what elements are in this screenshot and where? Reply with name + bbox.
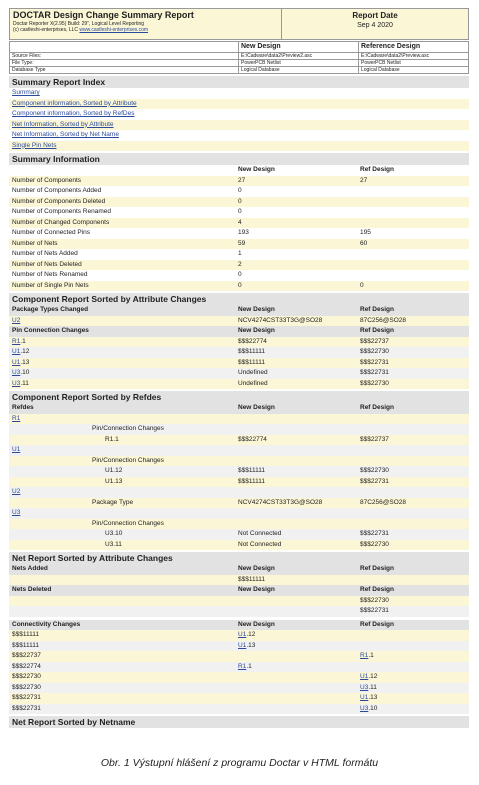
package-ref: 87C256@SO28: [360, 316, 406, 324]
pin-suffix: .10: [20, 369, 30, 376]
refdes-new: [238, 508, 360, 519]
refdes-detail: Pin/Connection Changes: [92, 425, 164, 432]
summary-new-value: 0: [238, 281, 242, 289]
net-deleted-row-new: [238, 596, 360, 607]
meta-ref: PowerPCB Netlist: [359, 60, 469, 67]
meta-new: PowerPCB Netlist: [239, 60, 359, 67]
summary-header-ref: Ref Design: [360, 166, 394, 173]
refdes-ref: 87C256@SO28: [360, 498, 406, 506]
net-attr-section-title: Net Report Sorted by Attribute Changes: [9, 552, 469, 564]
refdes-link[interactable]: U3: [12, 379, 21, 387]
refdes-link[interactable]: U1: [12, 348, 21, 355]
pin-refdes: [12, 379, 238, 390]
summary-label: Number of Components: [12, 176, 82, 184]
pin-new-net: Undefined: [238, 369, 268, 376]
summary-new-value: 59: [238, 239, 246, 247]
meta-header-ref: Reference Design: [359, 42, 469, 53]
summary-header-blank: [12, 165, 238, 176]
refdes-row: [9, 487, 469, 498]
refdes-detail: U3.10: [105, 530, 123, 537]
refdes-new: [238, 519, 360, 530]
package-changes-header: [9, 305, 469, 316]
refdes-row: [9, 508, 469, 519]
index-link[interactable]: Summary: [12, 89, 40, 96]
connectivity-ref: [360, 641, 469, 652]
summary-label: Number of Single Pin Nets: [12, 281, 89, 289]
refdes-ref: [360, 445, 469, 456]
report-title: DOCTAR Design Change Summary Report: [13, 10, 194, 20]
refdes-row: [9, 477, 469, 488]
pin-suffix: .10: [368, 704, 378, 712]
net-name: $$$22730: [12, 673, 41, 680]
refdes-ref: [360, 508, 469, 519]
summary-new-value: 0: [238, 197, 242, 205]
summary-ref-value: [360, 218, 469, 229]
refdes-ref: $$$22730: [360, 540, 389, 548]
meta-header-new: New Design: [239, 42, 359, 53]
connectivity-ref: [360, 672, 469, 683]
index-link[interactable]: Single Pin Nets: [9, 141, 469, 152]
connectivity-new: [238, 672, 360, 683]
net-deleted-row: [9, 606, 469, 617]
refdes-row: [9, 466, 469, 477]
meta-new: E:\Cadware\data2\Preview2.asc: [239, 53, 359, 60]
refdes-cell: [12, 445, 238, 456]
refdes-ref: $$$22730: [360, 467, 389, 474]
summary-label: Number of Components Renamed: [12, 208, 111, 215]
summary-new-value: 0: [238, 208, 242, 215]
summary-new-value: 0: [238, 271, 242, 278]
refdes-detail: Pin/Connection Changes: [92, 456, 164, 464]
meta-label: Source Files:: [10, 53, 239, 60]
package-change-row: [9, 316, 469, 327]
pin-suffix: .13: [20, 358, 30, 366]
connectivity-ref: [360, 693, 469, 704]
refdes-new: [238, 424, 360, 435]
connectivity-row: [9, 630, 469, 641]
meta-row: [10, 53, 469, 60]
pin-suffix: .1: [246, 662, 252, 670]
connectivity-row: [9, 683, 469, 694]
net-deleted-row-blank: [12, 606, 238, 617]
refdes-detail: U3.11: [105, 540, 122, 548]
summary-header-new: New Design: [238, 166, 275, 173]
pin-suffix: .12: [368, 673, 378, 680]
index-list: [9, 88, 469, 151]
refdes-header-new: New Design: [238, 404, 275, 411]
nets-added-header: [9, 564, 469, 575]
refdes-ref: [360, 424, 469, 435]
connectivity-ref: [360, 630, 469, 641]
summary-new-value: 27: [238, 176, 246, 184]
summary-table: [9, 176, 469, 292]
net-added-row-blank: [12, 575, 238, 586]
report-copyright: [13, 27, 278, 33]
summary-label: Number of Components Deleted: [12, 197, 106, 205]
refdes-link[interactable]: U1: [360, 694, 369, 701]
summary-row: [9, 207, 469, 218]
summary-row: [9, 176, 469, 187]
connectivity-ref: [360, 683, 469, 694]
pin-ref-net: $$$22731: [360, 369, 389, 376]
refdes-cell: [12, 508, 238, 519]
refdes-link[interactable]: U3: [12, 369, 21, 376]
summary-new-value: 1: [238, 250, 242, 257]
summary-new-value: 2: [238, 260, 242, 268]
refdes-link[interactable]: U1: [12, 446, 21, 453]
pin-refdes: [12, 368, 238, 379]
refdes-new: [238, 445, 360, 456]
refdes-link[interactable]: R1: [360, 652, 369, 659]
refdes-ref: $$$22737: [360, 435, 389, 443]
connectivity-row: [9, 641, 469, 652]
connectivity-new: New Design: [238, 620, 275, 628]
refdes-detail: Pin/Connection Changes: [92, 519, 164, 527]
summary-ref-value: 0: [360, 281, 364, 289]
net-deleted-row-blank: [12, 596, 238, 607]
net-deleted-row-ref: $$$22731: [360, 607, 389, 614]
summary-new-value: 193: [238, 229, 249, 236]
refdes-ref: $$$22731: [360, 530, 389, 537]
connectivity-new: [238, 693, 360, 704]
refdes-ref: [360, 519, 469, 530]
net-deleted-row-ref: $$$22730: [360, 596, 389, 604]
refdes-new: $$$11111: [238, 477, 265, 485]
refdes-cell: [12, 414, 238, 425]
connectivity-new: [238, 641, 360, 652]
summary-section-title: Summary Information: [9, 153, 469, 165]
refdes-new: Not Connected: [238, 540, 282, 548]
net-name: $$$22731: [12, 704, 41, 712]
refdes-header-label: Refdes: [12, 404, 34, 411]
connectivity-header: [9, 620, 469, 631]
pin-change-row: [9, 337, 469, 348]
nets-deleted-table: [9, 596, 469, 617]
refdes-row: [9, 540, 469, 551]
summary-label: Number of Connected Pins: [12, 229, 91, 236]
connectivity-new: [238, 704, 360, 715]
refdes-new: $$$22774: [238, 435, 267, 443]
refdes-row: [9, 519, 469, 530]
refdes-row: [9, 529, 469, 540]
summary-label: Number of Nets Deleted: [12, 260, 82, 268]
nets-deleted-label: Nets Deleted: [12, 586, 52, 593]
net-name: $$$11111: [12, 641, 39, 649]
net-name-section-title: Net Report Sorted by Netname: [9, 716, 469, 728]
pin-new-net: $$$11111: [238, 358, 265, 366]
pin-ref-net: $$$22737: [360, 337, 389, 345]
pin-new-net: $$$11111: [238, 348, 265, 355]
meta-label: File Type:: [10, 60, 239, 67]
summary-row: [9, 281, 469, 292]
net-name: $$$22737: [12, 652, 41, 659]
refdes-link[interactable]: R1: [12, 414, 21, 422]
connectivity-new: [238, 651, 360, 662]
refdes-new: NCV4274CST33T3G@SO28: [238, 498, 323, 506]
refdes-new: $$$11111: [238, 467, 265, 474]
summary-ref-value: [360, 197, 469, 208]
package-changes-table: [9, 316, 469, 327]
pin-suffix: .12: [246, 631, 256, 638]
comp-refdes-section-title: Component Report Sorted by Refdes: [9, 391, 469, 403]
net-name: $$$22774: [12, 662, 41, 670]
summary-row: [9, 270, 469, 281]
summary-row: [9, 197, 469, 208]
summary-label: Number of Nets Renamed: [12, 271, 88, 278]
pin-ref-net: $$$22731: [360, 358, 389, 366]
pin-ref-net: $$$22730: [360, 348, 389, 355]
connectivity-new: [238, 683, 360, 694]
summary-row: [9, 260, 469, 271]
refdes-column-header: [9, 403, 469, 414]
nets-added-new: New Design: [238, 565, 275, 572]
refdes-ref: [360, 414, 469, 425]
pin-change-row: [9, 379, 469, 390]
pin-refdes: [12, 337, 238, 348]
refdes-detail: Package Type: [92, 498, 134, 506]
report-date-box: [282, 9, 468, 39]
net-deleted-row: [9, 596, 469, 607]
summary-ref-value: [360, 270, 469, 281]
pin-suffix: .11: [20, 379, 29, 387]
refdes-link[interactable]: U3: [360, 704, 369, 712]
refdes-table: [9, 414, 469, 551]
summary-ref-value: [360, 186, 469, 197]
refdes-cell: [12, 487, 238, 498]
refdes-row: [9, 498, 469, 509]
summary-row: [9, 218, 469, 229]
refdes-new: [238, 456, 360, 467]
pin-header-label: Pin Connection Changes: [12, 327, 89, 334]
connectivity-row: [9, 693, 469, 704]
nets-added-label: Nets Added: [12, 565, 48, 572]
connectivity-new: [238, 662, 360, 673]
summary-row: [9, 228, 469, 239]
pin-new-net: Undefined: [238, 379, 268, 387]
meta-header-row: [10, 42, 469, 53]
refdes-detail: U1.12: [105, 467, 123, 474]
report-version: Doctar Reporter X(2.95) Build: 29", Logical Level Reporting: [13, 21, 145, 27]
pin-changes-header: [9, 326, 469, 337]
summary-row: [9, 186, 469, 197]
meta-ref: Logical Database: [359, 67, 469, 74]
summary-label: Number of Nets Added: [12, 250, 78, 257]
meta-label: Database Type: [10, 67, 239, 74]
refdes-link[interactable]: R1: [12, 337, 21, 345]
refdes-header-ref: Ref Design: [360, 404, 394, 411]
summary-ref-value: 195: [360, 229, 371, 236]
connectivity-row: [9, 662, 469, 673]
refdes-ref: [360, 456, 469, 467]
pin-change-row: [9, 368, 469, 379]
net-name: $$$11111: [12, 631, 39, 638]
summary-new-value: 0: [238, 187, 242, 194]
refdes-row: [9, 445, 469, 456]
refdes-new: [238, 487, 360, 498]
summary-ref-value: 60: [360, 239, 368, 247]
summary-new-value: 4: [238, 218, 242, 226]
nets-deleted-ref: Ref Design: [360, 586, 394, 593]
package-header-new: New Design: [238, 306, 275, 313]
comp-attr-section-title: Component Report Sorted by Attribute Changes: [9, 293, 469, 305]
connectivity-ref: [360, 704, 469, 715]
pin-refdes: [12, 358, 238, 369]
pin-suffix: .13: [246, 641, 256, 649]
connectivity-ref: [360, 651, 469, 662]
summary-ref-value: [360, 260, 469, 271]
refdes-link[interactable]: U1: [360, 673, 369, 680]
summary-label: Number of Components Added: [12, 187, 102, 194]
net-added-row: [9, 575, 469, 586]
summary-ref-value: 27: [360, 176, 368, 184]
index-link[interactable]: Component information, Sorted by Attribute: [9, 99, 469, 110]
design-meta-table: [9, 41, 469, 74]
connectivity-row: [9, 672, 469, 683]
package-header-label: Package Types Changed: [12, 306, 89, 313]
refdes-link[interactable]: U1: [238, 641, 247, 649]
connectivity-ref: Ref Design: [360, 620, 394, 628]
refdes-new: Not Connected: [238, 530, 282, 537]
pin-suffix: .12: [20, 348, 30, 355]
meta-new: Logical Database: [239, 67, 359, 74]
summary-ref-value: [360, 207, 469, 218]
index-section-title: Summary Report Index: [9, 76, 469, 88]
pin-suffix: .1: [20, 337, 26, 345]
package-header-ref: Ref Design: [360, 306, 394, 313]
pin-new-net: $$$22774: [238, 337, 267, 345]
nets-added-ref: Ref Design: [360, 565, 394, 572]
package-refdes: [12, 316, 238, 327]
summary-label: Number of Changed Components: [12, 218, 110, 226]
index-link[interactable]: Net Information, Sorted by Net Name: [12, 131, 119, 138]
refdes-link[interactable]: U1: [12, 358, 21, 366]
refdes-detail: U1.13: [105, 477, 123, 485]
connectivity-row: [9, 651, 469, 662]
connectivity-new: [238, 630, 360, 641]
figure-caption: Obr. 1 Výstupní hlášení z programu Doctar v HTML formátu: [100, 757, 379, 769]
refdes-ref: $$$22731: [360, 477, 389, 485]
refdes-row: [9, 456, 469, 467]
meta-row: [10, 67, 469, 74]
refdes-link[interactable]: R1: [238, 662, 247, 670]
report-header: [9, 8, 469, 40]
summary-row: [9, 239, 469, 250]
net-added-row-new: $$$11111: [238, 575, 265, 583]
connectivity-ref: [360, 662, 469, 673]
summary-ref-value: [360, 249, 469, 260]
index-link[interactable]: Component information, Sorted by RefDes: [12, 110, 135, 117]
refdes-link[interactable]: U1: [238, 631, 247, 638]
report-date-title: Report Date: [352, 11, 398, 20]
summary-label: Number of Nets: [12, 239, 58, 247]
refdes-detail: R1.1: [105, 435, 119, 443]
refdes-row: [9, 435, 469, 446]
pin-change-row: [9, 347, 469, 358]
report-header-info: [10, 9, 282, 39]
connectivity-label: Connectivity Changes: [12, 620, 81, 628]
nets-deleted-new: New Design: [238, 586, 275, 593]
pin-refdes: [12, 347, 238, 358]
refdes-row: [9, 414, 469, 425]
pin-suffix: .11: [368, 683, 377, 691]
pin-header-new: New Design: [238, 327, 275, 334]
refdes-link[interactable]: U3: [360, 683, 369, 691]
report-document: [9, 8, 469, 748]
pin-change-row: [9, 358, 469, 369]
nets-added-table: [9, 575, 469, 586]
package-new: NCV4274CST33T3G@SO28: [238, 316, 323, 324]
refdes-ref: [360, 487, 469, 498]
connectivity-table: [9, 630, 469, 714]
net-deleted-row-new: [238, 606, 360, 617]
net-added-row-ref: [360, 575, 469, 586]
meta-row: [10, 60, 469, 67]
company-link[interactable]: www.castleshi-enterprises.com: [79, 27, 149, 33]
connectivity-row: [9, 704, 469, 715]
refdes-row: [9, 424, 469, 435]
nets-deleted-header: [9, 585, 469, 596]
net-name: $$$22731: [12, 694, 41, 701]
pin-header-ref: Ref Design: [360, 327, 394, 334]
refdes-link[interactable]: U2: [12, 488, 21, 495]
index-link[interactable]: Net Information, Sorted by Attribute: [9, 120, 469, 131]
refdes-link[interactable]: U2: [12, 316, 21, 324]
summary-column-header: [9, 165, 469, 176]
pin-suffix: .13: [368, 694, 378, 701]
net-name: $$$22730: [12, 683, 41, 691]
report-date: Sep 4 2020: [357, 22, 393, 29]
refdes-link[interactable]: U3: [12, 509, 21, 516]
summary-row: [9, 249, 469, 260]
meta-header-blank: [10, 42, 239, 53]
meta-ref: E:\Cadware\data2\Preview.asc: [359, 53, 469, 60]
pin-changes-table: [9, 337, 469, 390]
refdes-new: [238, 414, 360, 425]
pin-ref-net: $$$22730: [360, 379, 389, 387]
pin-suffix: .1: [368, 652, 374, 659]
copyright-text: (c) castleshi-enterprises, LLC: [13, 27, 79, 33]
